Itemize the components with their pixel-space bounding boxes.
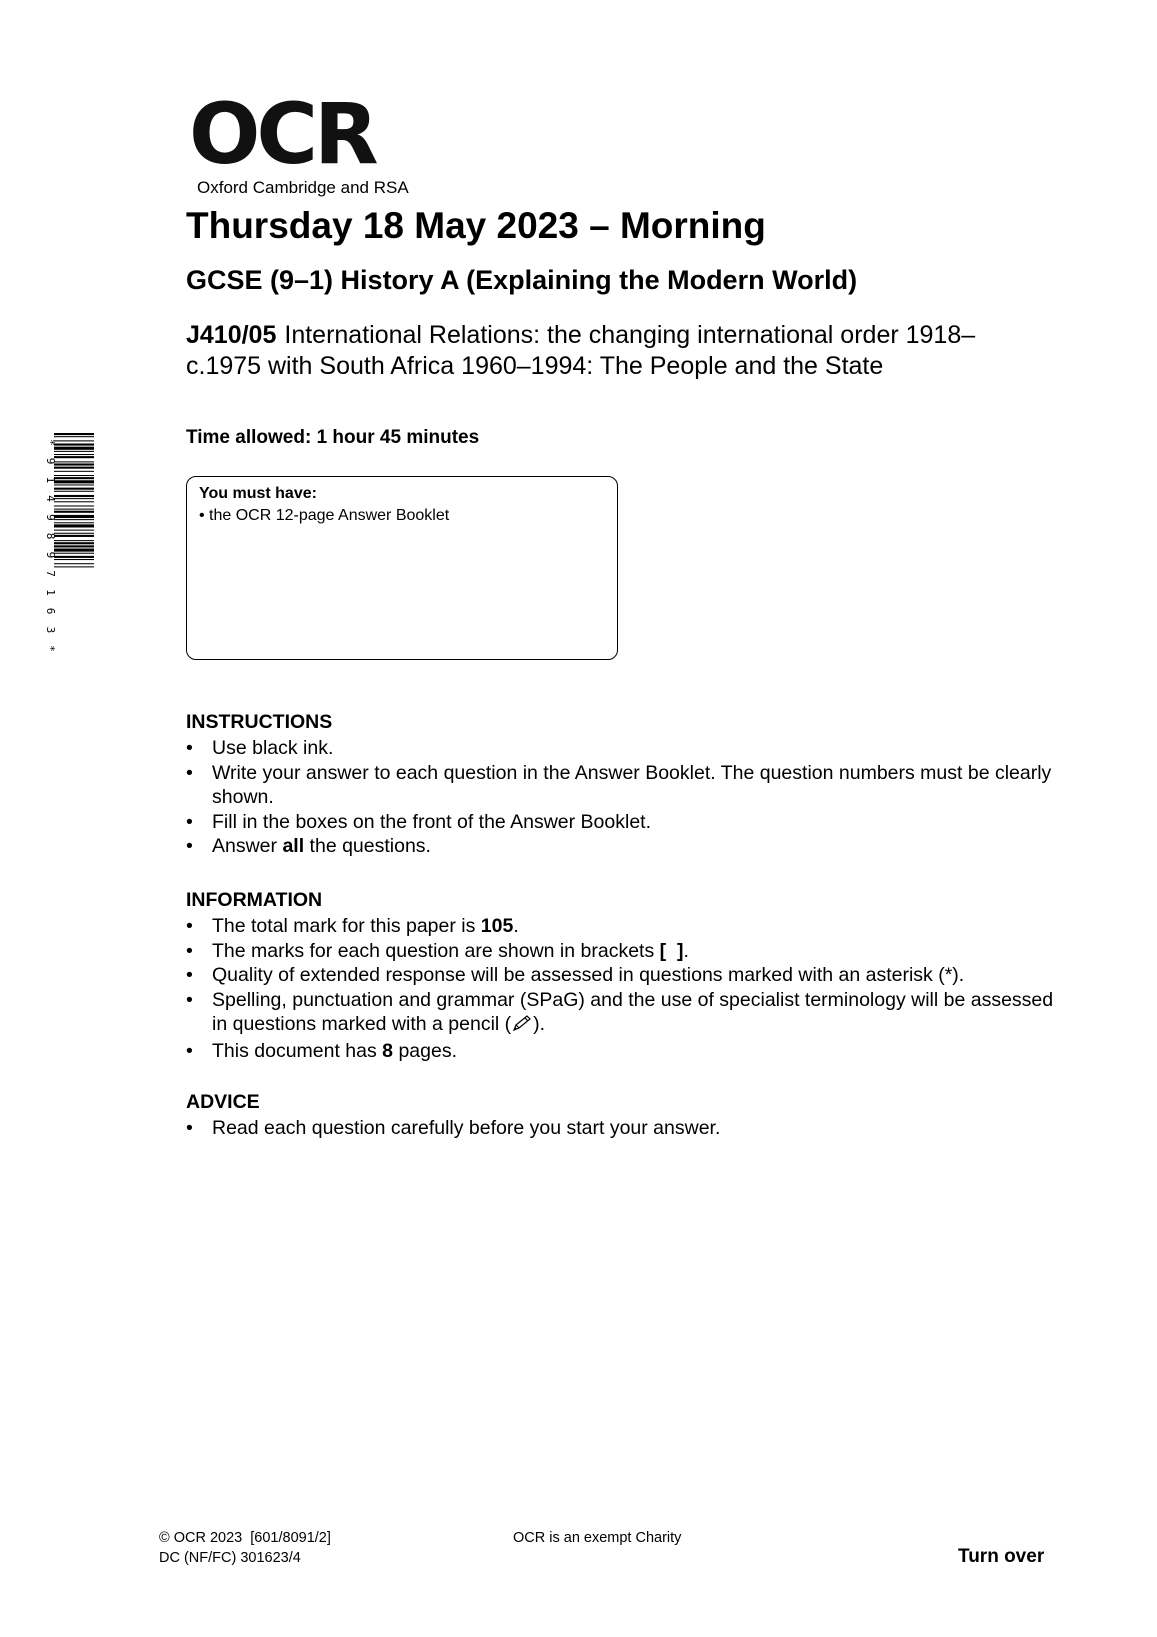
barcode-digit: * bbox=[44, 645, 57, 652]
barcode-bar bbox=[54, 542, 94, 544]
barcode-bar bbox=[54, 440, 94, 441]
barcode-bar bbox=[54, 515, 94, 518]
barcode-bar bbox=[54, 519, 94, 520]
marks-suffix: . bbox=[683, 939, 689, 962]
barcode-bar bbox=[54, 559, 94, 560]
barcode-bar bbox=[54, 463, 94, 465]
barcode-bar bbox=[54, 505, 94, 506]
barcode-bar bbox=[54, 471, 94, 472]
spag-suffix: ). bbox=[533, 1013, 546, 1035]
list-item: • Write your answer to each question in the Answer Booklet. The question numbers must be clearly shown. bbox=[186, 761, 1056, 810]
barcode-bar bbox=[54, 447, 94, 450]
answer-suffix: the questions. bbox=[304, 835, 431, 857]
barcode-bar bbox=[54, 566, 94, 567]
marks-brackets: [ ] bbox=[659, 939, 684, 962]
list-item: • Quality of extended response will be assessed in questions marked with an asterisk (*). bbox=[186, 963, 1056, 988]
barcode-bar bbox=[54, 454, 94, 455]
barcode bbox=[42, 433, 98, 658]
turn-over-label: Turn over bbox=[958, 1546, 1045, 1567]
ocr-logo bbox=[189, 85, 429, 197]
footer-charity: OCR is an exempt Charity bbox=[513, 1530, 682, 1546]
paper-name: International Relations: the changing international order 1918–c.1975 with South Africa 1960–1994: The People and the State bbox=[186, 321, 976, 380]
barcode-bar bbox=[54, 511, 94, 513]
information-section bbox=[186, 889, 1056, 1063]
barcode-bar bbox=[54, 456, 94, 458]
barcode-bar bbox=[54, 495, 94, 497]
barcode-bar bbox=[54, 444, 94, 446]
answer-bold: all bbox=[282, 835, 305, 857]
barcode-bar bbox=[54, 509, 94, 510]
advice-section bbox=[186, 1091, 1056, 1141]
barcode-bar bbox=[54, 545, 94, 547]
barcode-digit: 3 bbox=[44, 626, 57, 634]
barcode-bar bbox=[54, 451, 94, 452]
list-item bbox=[186, 1039, 1056, 1064]
information-heading: INFORMATION bbox=[186, 889, 323, 911]
barcode-bar bbox=[54, 467, 94, 469]
paper-code: J410/05 bbox=[186, 321, 277, 349]
barcode-digit: 7 bbox=[44, 570, 57, 577]
barcode-bar bbox=[54, 540, 94, 541]
barcode-bar bbox=[54, 433, 94, 435]
barcode-bar bbox=[54, 498, 94, 499]
barcode-bar bbox=[54, 480, 94, 483]
barcode-digit: 1 bbox=[44, 476, 57, 484]
barcode-bar bbox=[54, 549, 94, 552]
barcode-bar bbox=[54, 461, 94, 462]
barcode-graphic bbox=[42, 433, 98, 658]
pages-prefix: This document has bbox=[212, 1039, 383, 1062]
instructions-heading: INSTRUCTIONS bbox=[186, 711, 333, 733]
barcode-bar bbox=[54, 563, 94, 564]
barcode-bar bbox=[54, 556, 94, 558]
total-suffix: . bbox=[513, 915, 519, 937]
barcode-digit: * bbox=[44, 439, 57, 446]
barcode-bar bbox=[54, 522, 94, 523]
pages-suffix: pages. bbox=[393, 1039, 457, 1062]
barcode-bar bbox=[54, 491, 94, 492]
barcode-digit: 9 bbox=[44, 457, 57, 465]
footer-left bbox=[159, 1528, 331, 1568]
must-have-item: • the OCR 12-page Answer Booklet bbox=[199, 507, 450, 524]
total-prefix: The total mark for this paper is bbox=[212, 915, 481, 937]
time-allowed: Time allowed: 1 hour 45 minutes bbox=[186, 427, 480, 448]
paper-title bbox=[186, 320, 986, 382]
must-have-box bbox=[186, 476, 618, 660]
barcode-digit: 9 bbox=[44, 551, 57, 559]
marks-prefix: The marks for each question are shown in brackets bbox=[212, 939, 660, 962]
instructions-list bbox=[186, 736, 1056, 859]
barcode-bar bbox=[54, 501, 94, 502]
barcode-bar bbox=[54, 477, 94, 479]
barcode-bar bbox=[54, 553, 94, 554]
answer-prefix: Answer bbox=[212, 835, 283, 857]
footer-copyright: © OCR 2023 [601/8091/2] bbox=[159, 1530, 331, 1546]
list-item bbox=[186, 939, 1056, 964]
barcode-digit: 1 bbox=[44, 589, 57, 596]
list-item bbox=[186, 834, 1056, 859]
barcode-bar bbox=[54, 436, 94, 437]
barcode-bar bbox=[54, 484, 94, 485]
barcode-bar bbox=[54, 475, 94, 476]
barcode-bar bbox=[54, 524, 94, 527]
barcode-digit: 8 bbox=[44, 532, 57, 540]
instructions-section bbox=[186, 711, 1056, 859]
barcode-bar bbox=[54, 533, 94, 534]
pages-count: 8 bbox=[382, 1039, 394, 1062]
pencil-icon bbox=[511, 1014, 533, 1039]
list-item: • Use black ink. bbox=[186, 736, 1056, 761]
information-list bbox=[186, 914, 1056, 1063]
footer-ref: DC (NF/FC) 301623/4 bbox=[159, 1550, 301, 1566]
spag-prefix: Spelling, punctuation and grammar (SPaG) and the use of specialist terminology will be assessed in questions marked with a pencil ( bbox=[212, 988, 1054, 1035]
barcode-bar bbox=[54, 535, 94, 537]
list-item: • Read each question carefully before you start your answer. bbox=[186, 1116, 1056, 1141]
list-item bbox=[186, 914, 1056, 939]
logo-subtitle: Oxford Cambridge and RSA bbox=[197, 178, 409, 197]
barcode-digit: 4 bbox=[44, 495, 57, 502]
barcode-digit: 6 bbox=[44, 607, 57, 615]
advice-list bbox=[186, 1116, 1056, 1141]
barcode-bar bbox=[54, 530, 94, 531]
advice-heading: ADVICE bbox=[186, 1091, 260, 1113]
list-item: • Fill in the boxes on the front of the Answer Booklet. bbox=[186, 810, 1056, 835]
total-mark: 105 bbox=[480, 915, 514, 937]
must-have-heading: You must have: bbox=[199, 485, 317, 502]
barcode-bar bbox=[54, 488, 94, 490]
list-item bbox=[186, 988, 1056, 1039]
logo-mark: OCR bbox=[189, 85, 375, 183]
qualification-title: GCSE (9–1) History A (Explaining the Modern World) bbox=[186, 265, 858, 295]
barcode-digit: 9 bbox=[44, 514, 57, 521]
exam-date-title: Thursday 18 May 2023 – Morning bbox=[186, 205, 766, 246]
